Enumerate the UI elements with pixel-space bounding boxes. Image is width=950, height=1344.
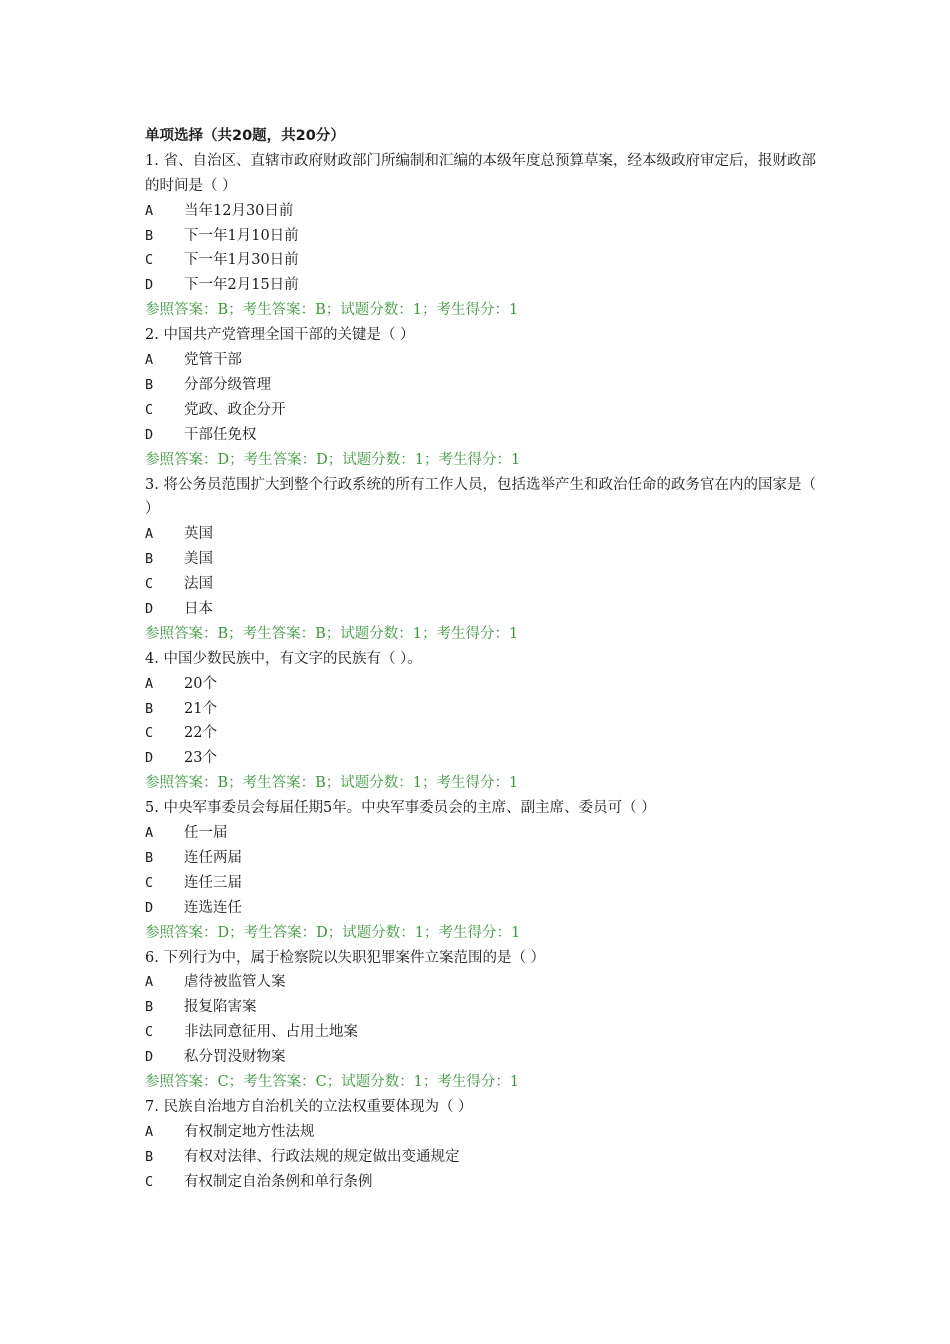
option-text: 21个 <box>184 700 217 717</box>
option-row <box>145 871 825 896</box>
option-row <box>145 1045 825 1070</box>
option-text: 分部分级管理 <box>184 376 271 393</box>
exam-document <box>145 124 825 1194</box>
question-block <box>145 149 825 323</box>
option-row <box>145 697 825 722</box>
option-text: 干部任免权 <box>184 426 257 443</box>
option-row <box>145 721 825 746</box>
option-letter: B <box>145 999 154 1016</box>
option-text: 有权制定自治条例和单行条例 <box>184 1173 373 1190</box>
option-row <box>145 373 825 398</box>
option-text: 当年12月30日前 <box>184 202 294 219</box>
option-row <box>145 1170 825 1195</box>
option-letter: D <box>145 277 154 294</box>
option-letter: A <box>145 526 154 543</box>
option-letter: A <box>145 202 154 219</box>
option-row <box>145 821 825 846</box>
option-row <box>145 199 825 224</box>
question-block <box>145 473 825 647</box>
option-row <box>145 1145 825 1170</box>
question-block <box>145 946 825 1095</box>
option-text: 有权制定地方性法规 <box>184 1123 315 1140</box>
option-letter: C <box>145 1173 154 1190</box>
option-text: 下一年1月30日前 <box>184 252 299 269</box>
option-letter: C <box>145 252 154 269</box>
answer-line: 参照答案：B；考生答案：B；试题分数：1；考生得分：1 <box>145 775 519 792</box>
option-row <box>145 273 825 298</box>
option-row <box>145 224 825 249</box>
option-row <box>145 522 825 547</box>
option-row <box>145 597 825 622</box>
option-text: 党管干部 <box>184 352 242 369</box>
option-text: 党政、政企分开 <box>184 401 286 418</box>
question-text: 1. 省、自治区、直辖市政府财政部门所编制和汇编的本级年度总预算草案，经本级政府审定后，报财政部的时间是（ ） <box>145 152 816 194</box>
section-title: 单项选择（共20题，共20分） <box>145 128 345 144</box>
option-letter: B <box>145 227 154 244</box>
question-block <box>145 796 825 945</box>
option-text: 连任两届 <box>184 849 242 866</box>
option-row <box>145 423 825 448</box>
option-letter: D <box>145 426 154 443</box>
option-letter: B <box>145 376 154 393</box>
option-row <box>145 746 825 771</box>
option-row <box>145 672 825 697</box>
option-text: 英国 <box>184 526 213 543</box>
option-letter: A <box>145 974 154 991</box>
option-letter: A <box>145 675 154 692</box>
option-letter: B <box>145 551 154 568</box>
option-text: 私分罚没财物案 <box>184 1049 286 1066</box>
answer-line: 参照答案：D；考生答案：D；试题分数：1；考生得分：1 <box>145 451 521 468</box>
option-row <box>145 896 825 921</box>
option-row <box>145 547 825 572</box>
option-row <box>145 995 825 1020</box>
option-row <box>145 398 825 423</box>
option-text: 22个 <box>184 725 217 742</box>
option-row <box>145 1020 825 1045</box>
option-letter: D <box>145 750 154 767</box>
option-letter: C <box>145 576 154 593</box>
option-letter: B <box>145 849 154 866</box>
answer-line: 参照答案：C；考生答案：C；试题分数：1；考生得分：1 <box>145 1073 520 1090</box>
option-row <box>145 248 825 273</box>
option-letter: C <box>145 401 154 418</box>
question-list <box>145 149 825 1195</box>
option-letter: A <box>145 825 154 842</box>
option-letter: C <box>145 725 154 742</box>
question-block <box>145 1095 825 1195</box>
question-block <box>145 647 825 796</box>
option-letter: A <box>145 1123 154 1140</box>
question-text: 7. 民族自治地方自治机关的立法权重要体现为（ ） <box>145 1098 473 1115</box>
question-text: 4. 中国少数民族中，有文字的民族有（ ）。 <box>145 650 422 667</box>
option-text: 任一届 <box>184 825 228 842</box>
option-row <box>145 846 825 871</box>
option-letter: A <box>145 352 154 369</box>
question-block <box>145 323 825 472</box>
option-letter: D <box>145 1049 154 1066</box>
option-text: 有权对法律、行政法规的规定做出变通规定 <box>184 1148 460 1165</box>
question-text: 2. 中国共产党管理全国干部的关键是（ ） <box>145 327 415 344</box>
option-row <box>145 572 825 597</box>
option-text: 20个 <box>184 675 217 692</box>
option-letter: C <box>145 874 154 891</box>
option-text: 下一年1月10日前 <box>184 227 299 244</box>
question-text: 5. 中央军事委员会每届任期5年。中央军事委员会的主席、副主席、委员可（ ） <box>145 800 656 817</box>
option-text: 非法同意征用、占用土地案 <box>184 1024 358 1041</box>
option-letter: D <box>145 899 154 916</box>
option-letter: D <box>145 601 154 617</box>
option-row <box>145 348 825 373</box>
option-letter: C <box>145 1024 154 1041</box>
answer-line: 参照答案：B；考生答案：B；试题分数：1；考生得分：1 <box>145 625 519 642</box>
option-text: 连任三届 <box>184 874 242 891</box>
option-text: 连选连任 <box>184 899 242 916</box>
option-text: 美国 <box>184 551 213 568</box>
question-text: 3. 将公务员范围扩大到整个行政系统的所有工作人员，包括选举产生和政治任命的政务官在内的国家是（ ） <box>145 476 816 518</box>
question-text: 6. 下列行为中，属于检察院以失职犯罪案件立案范围的是（ ） <box>145 949 546 966</box>
option-text: 法国 <box>184 576 213 593</box>
option-letter: B <box>145 700 154 717</box>
option-letter: B <box>145 1148 154 1165</box>
answer-line: 参照答案：B；考生答案：B；试题分数：1；考生得分：1 <box>145 302 519 319</box>
option-row <box>145 1120 825 1145</box>
option-text: 23个 <box>184 750 217 767</box>
option-text: 报复陷害案 <box>184 999 257 1016</box>
answer-line: 参照答案：D；考生答案：D；试题分数：1；考生得分：1 <box>145 924 521 941</box>
option-text: 日本 <box>184 601 213 617</box>
option-text: 下一年2月15日前 <box>184 277 299 294</box>
option-text: 虐待被监管人案 <box>184 974 286 991</box>
option-row <box>145 970 825 995</box>
